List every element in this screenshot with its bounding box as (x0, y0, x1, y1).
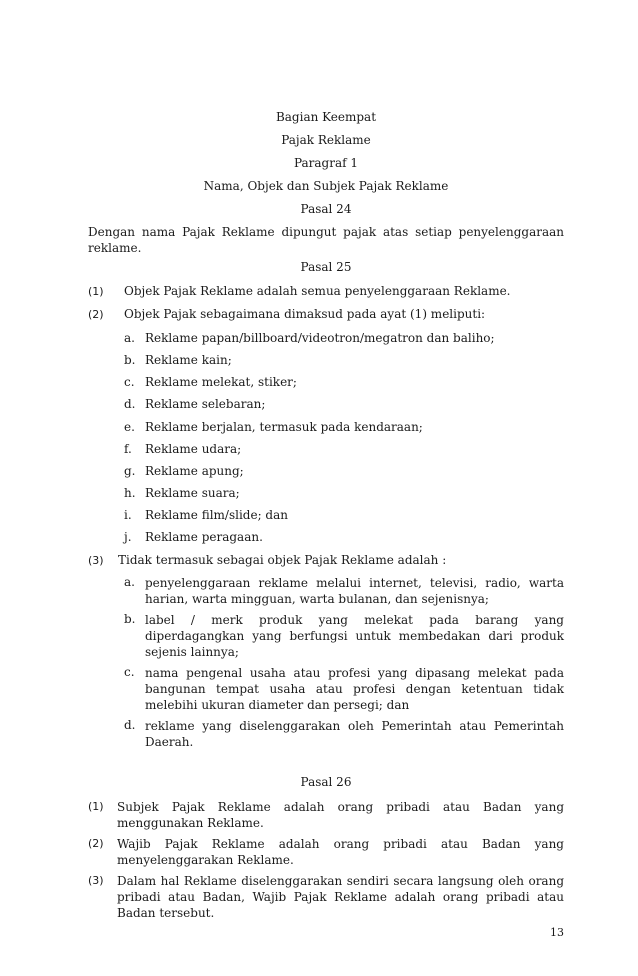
list-item-letter: g. (124, 464, 136, 478)
list-item-letter: b. (124, 612, 136, 626)
list-item-text: penyelenggaraan reklame melalui internet, televisi, radio, warta harian, warta mingguan, warta bulanan, dan sejenisnya; (145, 576, 564, 606)
ayat-number: (3) (88, 874, 104, 887)
ayat-number: (1) (88, 285, 104, 298)
section-subheading: Pajak Reklame (281, 133, 371, 147)
ayat-number: (1) (88, 800, 104, 813)
list-item-text: nama pengenal usaha atau profesi yang dipasang melekat pada bangunan tempat usaha atau profesi dengan ketentuan tidak melebihi ukuran diameter dan persegi; dan (145, 666, 564, 712)
paragraph-heading: Paragraf 1 (293, 156, 359, 170)
list-item-text: Reklame peragaan. (145, 530, 263, 544)
list-item-text: reklame yang diselenggarakan oleh Pemerintah atau Pemerintah Daerah. (145, 719, 564, 749)
pasal-26-title: Pasal 26 (300, 775, 352, 789)
list-item-text: Reklame film/slide; dan (145, 508, 288, 522)
page-number: 13 (550, 926, 564, 939)
list-item-text: Reklame suara; (145, 486, 240, 500)
ayat-text: Subjek Pajak Reklame adalah orang pribadi atau Badan yang menggunakan Reklame. (117, 800, 564, 830)
list-item-letter: a. (124, 575, 135, 589)
list-item-letter: a. (124, 331, 135, 345)
list-item-letter: h. (124, 486, 136, 500)
list-item-letter: e. (124, 420, 135, 434)
section-heading: Bagian Keempat (275, 110, 377, 124)
list-item-letter: d. (124, 397, 136, 411)
ayat-number: (3) (88, 554, 104, 567)
ayat-text: Wajib Pajak Reklame adalah orang pribadi atau Badan yang menyelenggarakan Reklame. (117, 837, 564, 867)
ayat-number: (2) (88, 837, 104, 850)
list-item-letter: c. (124, 375, 135, 389)
ayat-number: (2) (88, 308, 104, 321)
list-item-text: Reklame berjalan, termasuk pada kendaraan; (145, 420, 423, 434)
list-item-text: label / merk produk yang melekat pada barang yang diperdagangkan yang berfungsi untuk membedakan dari produk sejenis lainnya; (145, 613, 564, 659)
list-item-letter: j. (124, 530, 132, 544)
list-item-text: Reklame kain; (145, 353, 232, 367)
section-title: Nama, Objek dan Subjek Pajak Reklame (203, 179, 449, 193)
list-item-letter: c. (124, 665, 135, 679)
pasal-24-text: Dengan nama Pajak Reklame dipungut pajak atas setiap penyelenggaraan reklame. (88, 225, 564, 255)
list-item-text: Reklame selebaran; (145, 397, 266, 411)
list-item-letter: i. (124, 508, 132, 522)
list-item-text: Reklame udara; (145, 442, 242, 456)
pasal-24-title: Pasal 24 (300, 202, 352, 216)
list-item-letter: b. (124, 353, 136, 367)
ayat-text: Tidak termasuk sebagai objek Pajak Reklame adalah : (118, 553, 447, 567)
list-item-letter: f. (124, 442, 132, 456)
list-item-letter: d. (124, 718, 136, 732)
list-item-text: Reklame melekat, stiker; (145, 375, 297, 389)
list-item-text: Reklame papan/billboard/videotron/megatron dan baliho; (145, 331, 495, 345)
ayat-text: Dalam hal Reklame diselenggarakan sendiri secara langsung oleh orang pribadi atau Badan, Wajib Pajak Reklame adalah orang pribadi atau Badan tersebut. (117, 874, 564, 920)
ayat-text: Objek Pajak sebagaimana dimaksud pada ayat (1) meliputi: (124, 307, 486, 321)
ayat-text: Objek Pajak Reklame adalah semua penyelenggaraan Reklame. (124, 284, 511, 298)
pasal-25-title: Pasal 25 (300, 260, 352, 274)
list-item-text: Reklame apung; (145, 464, 244, 478)
